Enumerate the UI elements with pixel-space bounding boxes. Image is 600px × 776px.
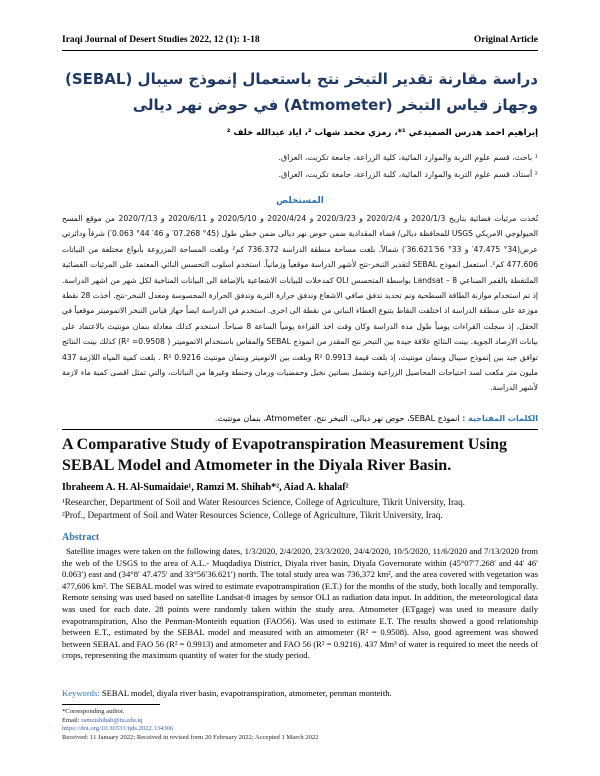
section-rule	[62, 429, 538, 430]
arabic-title: دراسة مقارنة تقدير التبخر نتح باستعمال إنموذج سيبال (SEBAL) وجهاز قياس التبخر (Atmometer) في حوض نهر ديالى	[64, 70, 538, 114]
running-header	[62, 35, 538, 45]
english-affiliation-1: ¹Researcher, Department of Soil and Water Resources Science, College of Agriculture, Tikrit University, Iraq.	[62, 497, 465, 507]
english-authors: Ibraheem A. H. Al-Sumaidaie¹, Ramzi M. Shihab*², Aiad A. khalaf²	[62, 482, 349, 493]
footnote-rule	[62, 704, 160, 705]
english-keywords-text: SEBAL model, diyala river basin, evapotranspiration, atmometer, penman monteith.	[99, 688, 392, 698]
footnotes	[62, 708, 538, 742]
arabic-abstract: تُخذت مرئيات فضائية بتاريخ 2020/1/3 و 2020/2/4 و 2020/3/23 و 2020/4/24 و 2020/5/10 و 2020/6/11 و 2020/7/13 من موقع المسح الجيولوجي الامريكي USGS للمحافظة ديالى/ قضاء المقدادية ضمن حوض نهر ديالى ضمن خطي طول (45° 07.268′ و 46′ 44° 0.063′) شرقاً ودائرتي عرض(34° 47.475′ و 33° 56′36.621′) شمالاً. بلغت مساحة منطقة الدراسة 736.372 كم² وبلغت المساحة المزروعة بأنواع مختلفة من النباتات 477.606 كم². أستعمل انموذج SEBAL لتقدير التبخر-نتح لأشهر الدراسة موقعياً وزمانياً. استخدم اسلوب التحسس النائي المعتمد على المرئيات الفضائية الملتقطة بالقمر الصناعي Landsat – 8 بواسطة المتحسس OLI كمدخلات للبيانات الاشعاعية بالإضافة الى البيانات المناخية لكل شهر من اشهر الدراسة. إذ تم استخدام موازنة الطاقة السطحية وتم تحديد تدفق صافي الاشعاع وتدفق حرارة التربة وتدفق الحرارة المحسوسة ومعدل التبخر-نتح. أخذت 28 نقطة موزعة على منطقة الدراسة اذ اختلفت النقاط بتنوع الغطاء النباتي من نقطة الى اخرى. استخدم في الدراسة ايضاً جهاز قياس التبخر الاتموميتر موقعياً في الحقل، إذ سجلت القراءات يومياً طول مدة الدراسة وكان وقت اخذ القراءة يومياً الساعة 8 صباحاً. استخدم كذلك معادلة بنمان مونتيث بالاعتماد على بيانات الارصاد الجوية. بينت النتائج علاقة جيدة بين التبخر نتح المقدر من انموذج SEBAL والمقاس باستخدام الاتموميتر ( R² =0.9508) كذلك بينت النتائج توافق جيد بين إنموذج سيبال وبنمان مونتيث، إذ بلغت قيمة R² 0.9913 وبلغت بين الاتوميتر وبنمان مونتيث R² 0.9216 . بلغت كمية المياه اللازمة 437 مليون متر مكعب لسد احتياجات المحاصيل الزراعية وتشمل بساتين نخيل وحمضيات ورمان وحنطة وغيرها من النباتات، والتي تمثل اقصى كمية ماء لازمة لأشهر الدراسة.	[62, 214, 539, 393]
email-link[interactable]: ramzishihab@tu.edu.iq	[81, 716, 143, 724]
english-abstract: Satellite images were taken on the following dates, 1/3/2020, 2/4/2020, 23/3/2020, 24/4/2020, 10/5/2020, 11/6/2020 and 7/13/2020 from the web of the USGS to the area of A.L.- Muqdadiya District, Diyala river basin, Diyala Governorate within (45°07′7.268′ and 44′ 46′ 0.063′) east and (34°8′ 47.475′ and 33°56′36.621′) north. The total study area was 736,372 km², and the area covered with vegetation was 477,606 km². The SEBAL model was wired to estimate evapotranspiration (E.T.) for the months of the study, both locally and temporally. Remote sensing was used based on satellite Landsat-8 images by sensor OLI as radiation data input. In addition, the meteorological data was used for each date. 28 points were randomly taken within the study area. Atmometer (ETgage) was used to measure daily evapotranspiration, Also the Penman-Monteith equation (FAO56). Was used to estimate E.T. The results showed a good relationship between E.T., estimated by the SEBAL model and measured with an atmometer (R² = 0.9508). Also, good agreement was showed between SEBAL and FAO 56 (R² = 0.9913) and atmometer and FAO 56 (R² = 0.9216). 437 Mm³ of water is required to meet the needs of crops, representing the maximum quantity of water for the study period.	[62, 546, 538, 661]
doi-link[interactable]: https://doi.org/10.36531/ijds.2022.134306	[62, 725, 174, 733]
arabic-keywords-text: انموذج SEBAL، حوض نهر ديالى، التبخر نتح، Atmometer، بنمان مونتيث.	[214, 414, 460, 423]
arabic-affiliation-1: ¹ باحث، قسم علوم التربة والموارد المائية، كلية الزراعة، جامعة تكريت، العراق.	[278, 153, 538, 162]
corresponding-author: *Corresponding author.	[62, 708, 125, 715]
email-line	[62, 717, 538, 726]
journal-citation: Iraqi Journal of Desert Studies 2022, 12 (1): 1-18	[62, 35, 260, 45]
english-affiliation-2: ²Prof., Department of Soil and Water Resources Science, College of Agriculture, Tikrit University, Iraq.	[62, 510, 443, 520]
header-rule	[62, 50, 538, 51]
english-title: A Comparative Study of Evapotranspiration Measurement Using SEBAL Model and Atmometer in the Diyala River Basin.	[62, 436, 508, 474]
email-label: Email:	[62, 716, 82, 724]
arabic-keywords	[62, 414, 538, 423]
arabic-abstract-heading: المستخلص	[276, 196, 324, 206]
arabic-affiliation-2: ² أستاذ، قسم علوم التربة والموارد المائية، كلية الزراعة، جامعة تكريت، العراق.	[278, 170, 538, 179]
english-keywords	[62, 688, 538, 698]
arabic-keywords-label: الكلمات المفتاحية :	[462, 414, 538, 423]
received-dates: Received: 11 January 2022; Received in revised form 20 February 2022; Accepted 1 March 2022	[62, 733, 319, 741]
english-keywords-label: Keywords:	[62, 688, 100, 698]
arabic-authors: إبراهيم احمد هدرس الصميدعي ¹*، رمزي محمد شهاب ²، اياد عبدالله خلف ²	[226, 128, 538, 138]
english-abstract-heading: Abstract	[62, 532, 100, 543]
article-type: Original Article	[473, 35, 538, 45]
